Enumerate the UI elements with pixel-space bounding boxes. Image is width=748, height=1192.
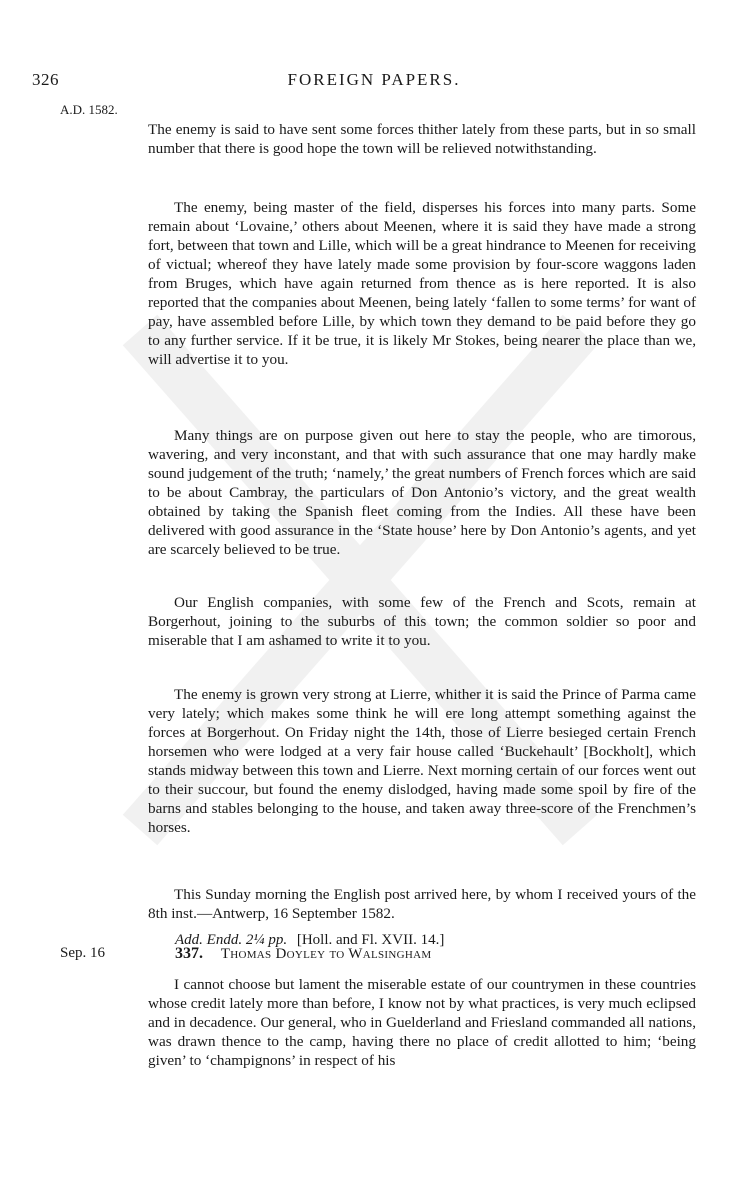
- paragraph: Our English companies, with some few of the French and Scots, remain at Borgerhout, joining to the suburbs of this town; the common soldier so poor and miserable that I am ashamed to write it to you.: [148, 594, 696, 649]
- paragraph: I cannot choose but lament the miserable estate of our countrymen in these countries whose credit lately more than before, I know not by what practices, is very much eclipsed and in decadence. Our general, who in Guelderland and Friesland commanded all nations, was drawn thence to the camp, having there no place of credit allotted to him; ‘being given’ to ‘champignons’ in respect of his: [148, 976, 696, 1069]
- paragraph: Many things are on purpose given out here to stay the people, who are timorous, wavering, and very inconstant, and that with such assurance that one may hardly make sound judgement of the truth; ‘namely,’ the great numbers of French forces which are said to be about Cambray, the particulars of Don Antonio’s victory, and the great wealth obtained by taking the Spanish fleet coming from the Indies. All these have been delivered with good assurance in the ‘State house’ here by Don Antonio’s agents, and yet are scarcely believed to be true.: [148, 427, 696, 558]
- entry-heading: [175, 945, 431, 963]
- archive-reference: [Holl. and Fl. XVII. 14.]: [296, 932, 445, 948]
- running-title: FOREIGN PAPERS.: [287, 70, 461, 89]
- entry-number: 337.: [175, 945, 203, 962]
- paragraph: The enemy is said to have sent some forces thither lately from these parts, but in so small number that there is good hope the town will be relieved notwithstanding.: [148, 121, 696, 157]
- date-marginal: Sep. 16: [60, 945, 105, 961]
- paragraph: This Sunday morning the English post arrived here, by whom I received yours of the 8th inst.—Antwerp, 16 September 1582.: [148, 886, 696, 922]
- year-marginal: A.D. 1582.: [60, 102, 118, 117]
- entry-title: Thomas Doyley to Walsingham: [220, 946, 432, 962]
- endorsement-text: Add. Endd. 2¼ pp.: [175, 932, 288, 948]
- page-number: 326: [32, 70, 59, 89]
- paragraph: The enemy, being master of the field, disperses his forces into many parts. Some remain about ‘Lovaine,’ others about Meenen, where it is said they have made a strong fort, between that town and Lille, which will be a great hindrance to Meenen for receiving of victual; whereof they have lately made some provision by four-score waggons laden from Bruges, which have again returned from thence as is here reported. It is also reported that the companies about Meenen, being lately ‘fallen to some terms’ for want of pay, have assembled before Lille, by which town they demand to be paid before they go to any further service. If it be true, it is likely Mr Stokes, being nearer the place than we, will advertise it to you.: [148, 199, 696, 368]
- paragraph: The enemy is grown very strong at Lierre, whither it is said the Prince of Parma came very lately; which makes some think he will ere long attempt something against the forces at Borgerhout. On Friday night the 14th, those of Lierre besieged certain French horsemen who were lodged at a very fair house called ‘Buckehault’ [Bockholt], which stands midway between this town and Lierre. Next morning certain of our forces went out to their succour, but found the enemy dislodged, having made some spoil by fire of the barns and stables belonging to the house, and taken away three-score of the Frenchmen’s horses.: [148, 686, 696, 836]
